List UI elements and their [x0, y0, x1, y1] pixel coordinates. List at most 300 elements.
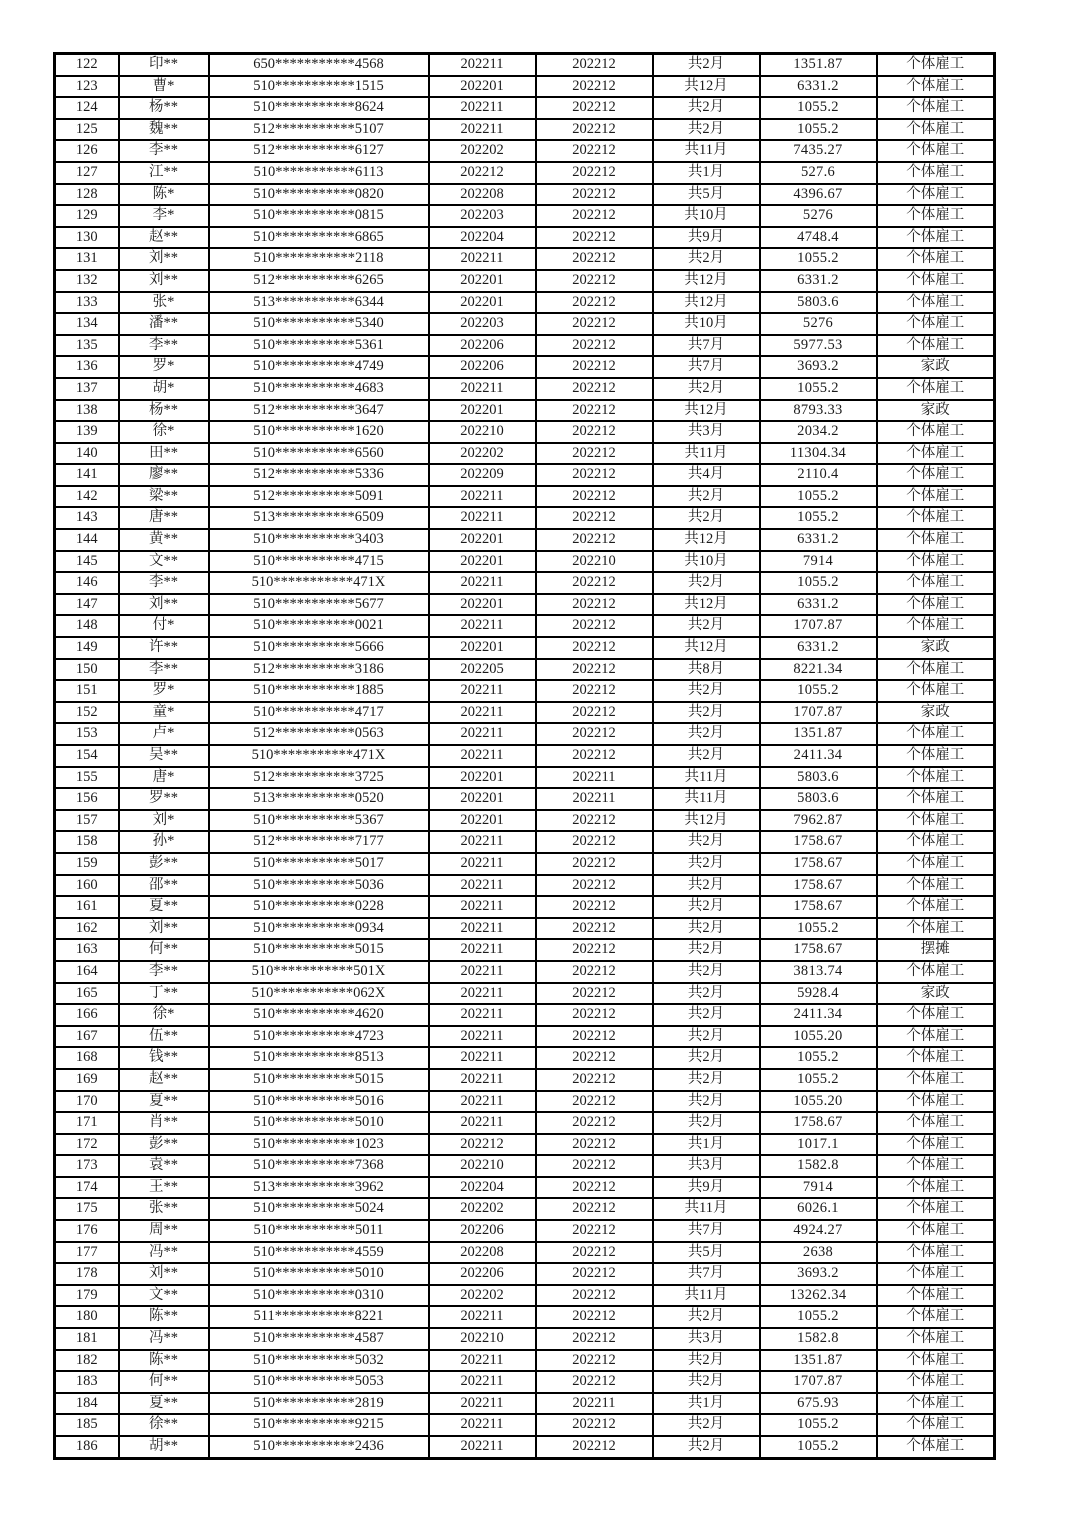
- cell-category: 个体雇工: [877, 97, 995, 119]
- cell-amount: 1055.20: [760, 1091, 877, 1113]
- cell-name: 田**: [119, 443, 209, 465]
- cell-duration: 共2月: [653, 507, 760, 529]
- cell-id_number: 510***********0228: [209, 896, 429, 918]
- cell-index: 144: [55, 529, 119, 551]
- cell-start_month: 202211: [429, 1414, 536, 1436]
- cell-index: 178: [55, 1263, 119, 1285]
- table-row: [55, 1004, 995, 1026]
- cell-index: 157: [55, 810, 119, 832]
- cell-category: 个体雇工: [877, 551, 995, 573]
- cell-name: 李**: [119, 961, 209, 983]
- cell-amount: 1758.67: [760, 853, 877, 875]
- cell-end_month: 202212: [536, 831, 653, 853]
- cell-start_month: 202211: [429, 723, 536, 745]
- table-row: [55, 54, 995, 76]
- cell-duration: 共11月: [653, 443, 760, 465]
- cell-name: 魏**: [119, 119, 209, 141]
- cell-amount: 1055.2: [760, 1047, 877, 1069]
- cell-end_month: 202212: [536, 1112, 653, 1134]
- cell-name: 罗*: [119, 680, 209, 702]
- cell-id_number: 510***********1023: [209, 1134, 429, 1156]
- cell-amount: 6331.2: [760, 76, 877, 98]
- cell-index: 150: [55, 659, 119, 681]
- cell-amount: 5803.6: [760, 788, 877, 810]
- cell-duration: 共11月: [653, 788, 760, 810]
- cell-category: 个体雇工: [877, 615, 995, 637]
- cell-index: 140: [55, 443, 119, 465]
- cell-amount: 1707.87: [760, 1371, 877, 1393]
- cell-name: 刘**: [119, 270, 209, 292]
- table-row: [55, 810, 995, 832]
- cell-duration: 共2月: [653, 702, 760, 724]
- cell-amount: 5276: [760, 313, 877, 335]
- cell-id_number: 510***********501X: [209, 961, 429, 983]
- cell-category: 家政: [877, 400, 995, 422]
- cell-index: 151: [55, 680, 119, 702]
- cell-id_number: 510***********5015: [209, 1069, 429, 1091]
- table-row: [55, 1414, 995, 1436]
- cell-category: 个体雇工: [877, 1004, 995, 1026]
- cell-start_month: 202211: [429, 896, 536, 918]
- cell-id_number: 510***********5015: [209, 939, 429, 961]
- cell-duration: 共12月: [653, 76, 760, 98]
- cell-duration: 共2月: [653, 1350, 760, 1372]
- cell-category: 个体雇工: [877, 1112, 995, 1134]
- cell-amount: 2110.4: [760, 464, 877, 486]
- cell-duration: 共11月: [653, 1198, 760, 1220]
- cell-end_month: 202212: [536, 270, 653, 292]
- cell-category: 个体雇工: [877, 680, 995, 702]
- cell-id_number: 510***********2118: [209, 248, 429, 270]
- cell-id_number: 510***********471X: [209, 572, 429, 594]
- cell-name: 杨**: [119, 400, 209, 422]
- cell-id_number: 510***********471X: [209, 745, 429, 767]
- cell-index: 153: [55, 723, 119, 745]
- cell-end_month: 202212: [536, 572, 653, 594]
- cell-name: 李**: [119, 659, 209, 681]
- cell-start_month: 202201: [429, 788, 536, 810]
- cell-end_month: 202212: [536, 205, 653, 227]
- cell-name: 陈*: [119, 184, 209, 206]
- cell-id_number: 510***********5340: [209, 313, 429, 335]
- cell-id_number: 513***********3962: [209, 1177, 429, 1199]
- cell-category: 个体雇工: [877, 1350, 995, 1372]
- cell-start_month: 202211: [429, 680, 536, 702]
- cell-end_month: 202211: [536, 1393, 653, 1415]
- cell-name: 罗**: [119, 788, 209, 810]
- cell-end_month: 202212: [536, 97, 653, 119]
- cell-amount: 5276: [760, 205, 877, 227]
- table-row: [55, 1371, 995, 1393]
- cell-name: 潘**: [119, 313, 209, 335]
- cell-id_number: 510***********6865: [209, 227, 429, 249]
- table-row: [55, 464, 995, 486]
- cell-start_month: 202211: [429, 1091, 536, 1113]
- cell-name: 陈**: [119, 1306, 209, 1328]
- cell-end_month: 202212: [536, 594, 653, 616]
- cell-amount: 5803.6: [760, 767, 877, 789]
- table-row: [55, 1393, 995, 1415]
- cell-end_month: 202212: [536, 875, 653, 897]
- cell-duration: 共2月: [653, 983, 760, 1005]
- cell-index: 162: [55, 918, 119, 940]
- cell-id_number: 512***********7177: [209, 831, 429, 853]
- cell-end_month: 202212: [536, 313, 653, 335]
- cell-category: 个体雇工: [877, 1393, 995, 1415]
- cell-name: 刘**: [119, 248, 209, 270]
- cell-name: 付*: [119, 615, 209, 637]
- cell-name: 李*: [119, 205, 209, 227]
- cell-duration: 共11月: [653, 140, 760, 162]
- cell-start_month: 202211: [429, 1350, 536, 1372]
- cell-start_month: 202211: [429, 1436, 536, 1458]
- cell-duration: 共2月: [653, 918, 760, 940]
- table-row: [55, 1350, 995, 1372]
- cell-end_month: 202212: [536, 119, 653, 141]
- cell-amount: 1707.87: [760, 702, 877, 724]
- cell-id_number: 510***********4717: [209, 702, 429, 724]
- cell-index: 173: [55, 1155, 119, 1177]
- cell-category: 个体雇工: [877, 1047, 995, 1069]
- cell-index: 125: [55, 119, 119, 141]
- cell-end_month: 202212: [536, 421, 653, 443]
- cell-start_month: 202210: [429, 421, 536, 443]
- cell-category: 个体雇工: [877, 464, 995, 486]
- table-row: [55, 788, 995, 810]
- cell-start_month: 202202: [429, 443, 536, 465]
- table-row: [55, 97, 995, 119]
- cell-start_month: 202211: [429, 853, 536, 875]
- cell-start_month: 202212: [429, 162, 536, 184]
- cell-duration: 共9月: [653, 1177, 760, 1199]
- cell-start_month: 202201: [429, 292, 536, 314]
- cell-category: 个体雇工: [877, 1155, 995, 1177]
- table-row: [55, 551, 995, 573]
- cell-category: 个体雇工: [877, 723, 995, 745]
- cell-end_month: 202212: [536, 507, 653, 529]
- table-row: [55, 1242, 995, 1264]
- cell-id_number: 510***********5677: [209, 594, 429, 616]
- cell-end_month: 202212: [536, 1371, 653, 1393]
- cell-category: 摆摊: [877, 939, 995, 961]
- table-row: [55, 831, 995, 853]
- cell-id_number: 510***********5024: [209, 1198, 429, 1220]
- cell-id_number: 510***********0815: [209, 205, 429, 227]
- cell-id_number: 510***********6113: [209, 162, 429, 184]
- cell-amount: 6331.2: [760, 594, 877, 616]
- cell-start_month: 202208: [429, 184, 536, 206]
- cell-index: 166: [55, 1004, 119, 1026]
- cell-index: 172: [55, 1134, 119, 1156]
- cell-amount: 1055.2: [760, 1306, 877, 1328]
- cell-id_number: 513***********0520: [209, 788, 429, 810]
- cell-id_number: 510***********7368: [209, 1155, 429, 1177]
- table-row: [55, 248, 995, 270]
- cell-start_month: 202204: [429, 227, 536, 249]
- cell-id_number: 510***********5036: [209, 875, 429, 897]
- cell-name: 陈**: [119, 1350, 209, 1372]
- cell-category: 个体雇工: [877, 1198, 995, 1220]
- table-row: [55, 486, 995, 508]
- cell-start_month: 202203: [429, 205, 536, 227]
- cell-end_month: 202212: [536, 1069, 653, 1091]
- cell-end_month: 202212: [536, 140, 653, 162]
- cell-index: 147: [55, 594, 119, 616]
- cell-start_month: 202209: [429, 464, 536, 486]
- cell-duration: 共2月: [653, 939, 760, 961]
- cell-id_number: 512***********6265: [209, 270, 429, 292]
- cell-name: 印**: [119, 54, 209, 76]
- cell-id_number: 510***********5010: [209, 1263, 429, 1285]
- cell-amount: 5928.4: [760, 983, 877, 1005]
- cell-start_month: 202201: [429, 594, 536, 616]
- cell-category: 个体雇工: [877, 810, 995, 832]
- cell-amount: 5803.6: [760, 292, 877, 314]
- cell-start_month: 202201: [429, 76, 536, 98]
- cell-start_month: 202211: [429, 378, 536, 400]
- cell-start_month: 202211: [429, 54, 536, 76]
- cell-id_number: 513***********6509: [209, 507, 429, 529]
- cell-duration: 共2月: [653, 1371, 760, 1393]
- table-row: [55, 702, 995, 724]
- cell-end_month: 202212: [536, 486, 653, 508]
- cell-amount: 1055.2: [760, 680, 877, 702]
- cell-amount: 1758.67: [760, 1112, 877, 1134]
- cell-name: 刘**: [119, 1263, 209, 1285]
- cell-duration: 共2月: [653, 1436, 760, 1458]
- cell-start_month: 202206: [429, 356, 536, 378]
- cell-index: 122: [55, 54, 119, 76]
- cell-name: 何**: [119, 1371, 209, 1393]
- cell-index: 174: [55, 1177, 119, 1199]
- cell-end_month: 202212: [536, 443, 653, 465]
- cell-category: 个体雇工: [877, 486, 995, 508]
- cell-amount: 4748.4: [760, 227, 877, 249]
- cell-index: 177: [55, 1242, 119, 1264]
- cell-duration: 共11月: [653, 767, 760, 789]
- cell-category: 家政: [877, 356, 995, 378]
- cell-amount: 2411.34: [760, 745, 877, 767]
- cell-amount: 7914: [760, 1177, 877, 1199]
- cell-name: 刘**: [119, 918, 209, 940]
- cell-index: 148: [55, 615, 119, 637]
- cell-category: 个体雇工: [877, 1263, 995, 1285]
- cell-name: 唐**: [119, 507, 209, 529]
- cell-end_month: 202212: [536, 745, 653, 767]
- cell-end_month: 202212: [536, 1155, 653, 1177]
- table-row: [55, 205, 995, 227]
- cell-start_month: 202211: [429, 1371, 536, 1393]
- table-row: [55, 1306, 995, 1328]
- cell-end_month: 202212: [536, 76, 653, 98]
- cell-index: 143: [55, 507, 119, 529]
- cell-amount: 1055.2: [760, 119, 877, 141]
- cell-start_month: 202211: [429, 572, 536, 594]
- cell-index: 176: [55, 1220, 119, 1242]
- cell-name: 胡**: [119, 1436, 209, 1458]
- cell-category: 个体雇工: [877, 745, 995, 767]
- cell-amount: 1055.2: [760, 378, 877, 400]
- cell-amount: 1707.87: [760, 615, 877, 637]
- cell-index: 146: [55, 572, 119, 594]
- cell-amount: 7914: [760, 551, 877, 573]
- table-row: [55, 140, 995, 162]
- cell-amount: 6331.2: [760, 529, 877, 551]
- cell-name: 赵**: [119, 1069, 209, 1091]
- cell-duration: 共7月: [653, 1263, 760, 1285]
- cell-amount: 4924.27: [760, 1220, 877, 1242]
- cell-end_month: 202212: [536, 248, 653, 270]
- cell-index: 154: [55, 745, 119, 767]
- cell-category: 个体雇工: [877, 1328, 995, 1350]
- table-row: [55, 421, 995, 443]
- cell-category: 个体雇工: [877, 572, 995, 594]
- cell-category: 个体雇工: [877, 1091, 995, 1113]
- cell-duration: 共10月: [653, 205, 760, 227]
- table-row: [55, 162, 995, 184]
- cell-index: 133: [55, 292, 119, 314]
- cell-amount: 1758.67: [760, 896, 877, 918]
- cell-duration: 共12月: [653, 400, 760, 422]
- cell-duration: 共3月: [653, 421, 760, 443]
- cell-id_number: 510***********4683: [209, 378, 429, 400]
- cell-name: 卢*: [119, 723, 209, 745]
- cell-start_month: 202204: [429, 1177, 536, 1199]
- cell-name: 丁**: [119, 983, 209, 1005]
- cell-index: 182: [55, 1350, 119, 1372]
- cell-duration: 共2月: [653, 572, 760, 594]
- cell-end_month: 202212: [536, 983, 653, 1005]
- cell-index: 169: [55, 1069, 119, 1091]
- cell-duration: 共2月: [653, 248, 760, 270]
- cell-start_month: 202211: [429, 875, 536, 897]
- cell-duration: 共2月: [653, 1004, 760, 1026]
- cell-name: 童*: [119, 702, 209, 724]
- cell-name: 李**: [119, 572, 209, 594]
- cell-duration: 共12月: [653, 637, 760, 659]
- cell-name: 王**: [119, 1177, 209, 1199]
- table-row: [55, 1177, 995, 1199]
- cell-id_number: 512***********3725: [209, 767, 429, 789]
- cell-end_month: 202212: [536, 1004, 653, 1026]
- cell-index: 186: [55, 1436, 119, 1458]
- table-row: [55, 983, 995, 1005]
- cell-index: 170: [55, 1091, 119, 1113]
- cell-end_month: 202212: [536, 961, 653, 983]
- cell-index: 156: [55, 788, 119, 810]
- table-row: [55, 723, 995, 745]
- cell-name: 伍**: [119, 1026, 209, 1048]
- cell-end_month: 202212: [536, 464, 653, 486]
- cell-duration: 共1月: [653, 162, 760, 184]
- cell-duration: 共12月: [653, 594, 760, 616]
- cell-end_month: 202212: [536, 1414, 653, 1436]
- cell-duration: 共12月: [653, 292, 760, 314]
- cell-name: 罗*: [119, 356, 209, 378]
- cell-id_number: 510***********0820: [209, 184, 429, 206]
- cell-duration: 共7月: [653, 356, 760, 378]
- cell-category: 个体雇工: [877, 1414, 995, 1436]
- cell-amount: 1351.87: [760, 1350, 877, 1372]
- cell-name: 梁**: [119, 486, 209, 508]
- cell-end_month: 202212: [536, 378, 653, 400]
- cell-index: 155: [55, 767, 119, 789]
- cell-name: 吴**: [119, 745, 209, 767]
- cell-name: 夏**: [119, 1393, 209, 1415]
- cell-id_number: 512***********6127: [209, 140, 429, 162]
- cell-duration: 共3月: [653, 1328, 760, 1350]
- cell-duration: 共4月: [653, 464, 760, 486]
- cell-end_month: 202212: [536, 659, 653, 681]
- cell-id_number: 510***********2436: [209, 1436, 429, 1458]
- cell-name: 刘*: [119, 810, 209, 832]
- cell-category: 个体雇工: [877, 270, 995, 292]
- cell-category: 个体雇工: [877, 313, 995, 335]
- cell-index: 124: [55, 97, 119, 119]
- cell-id_number: 512***********5107: [209, 119, 429, 141]
- cell-end_month: 202212: [536, 896, 653, 918]
- cell-index: 179: [55, 1285, 119, 1307]
- cell-amount: 6331.2: [760, 637, 877, 659]
- cell-duration: 共2月: [653, 1306, 760, 1328]
- table-row: [55, 615, 995, 637]
- cell-start_month: 202206: [429, 1220, 536, 1242]
- cell-duration: 共10月: [653, 551, 760, 573]
- cell-duration: 共2月: [653, 831, 760, 853]
- cell-amount: 11304.34: [760, 443, 877, 465]
- cell-id_number: 510***********6560: [209, 443, 429, 465]
- cell-end_month: 202212: [536, 162, 653, 184]
- cell-start_month: 202201: [429, 810, 536, 832]
- cell-start_month: 202201: [429, 767, 536, 789]
- cell-name: 周**: [119, 1220, 209, 1242]
- table-row: [55, 1263, 995, 1285]
- cell-end_month: 202212: [536, 723, 653, 745]
- cell-index: 165: [55, 983, 119, 1005]
- table-row: [55, 529, 995, 551]
- cell-amount: 5977.53: [760, 335, 877, 357]
- cell-category: 个体雇工: [877, 594, 995, 616]
- cell-id_number: 510***********5666: [209, 637, 429, 659]
- cell-id_number: 510***********4723: [209, 1026, 429, 1048]
- cell-category: 个体雇工: [877, 853, 995, 875]
- cell-start_month: 202202: [429, 1285, 536, 1307]
- cell-index: 126: [55, 140, 119, 162]
- cell-start_month: 202211: [429, 97, 536, 119]
- cell-id_number: 510***********5053: [209, 1371, 429, 1393]
- cell-end_month: 202210: [536, 551, 653, 573]
- cell-start_month: 202211: [429, 939, 536, 961]
- cell-end_month: 202212: [536, 810, 653, 832]
- cell-end_month: 202212: [536, 400, 653, 422]
- cell-category: 个体雇工: [877, 1436, 995, 1458]
- cell-duration: 共1月: [653, 1393, 760, 1415]
- cell-category: 个体雇工: [877, 918, 995, 940]
- cell-start_month: 202201: [429, 637, 536, 659]
- cell-name: 江**: [119, 162, 209, 184]
- cell-end_month: 202212: [536, 1285, 653, 1307]
- cell-end_month: 202212: [536, 615, 653, 637]
- cell-end_month: 202212: [536, 1306, 653, 1328]
- cell-start_month: 202201: [429, 270, 536, 292]
- cell-amount: 6331.2: [760, 270, 877, 292]
- cell-amount: 2411.34: [760, 1004, 877, 1026]
- cell-name: 夏**: [119, 896, 209, 918]
- cell-end_month: 202212: [536, 1134, 653, 1156]
- cell-start_month: 202211: [429, 1026, 536, 1048]
- table-row: [55, 1026, 995, 1048]
- cell-index: 152: [55, 702, 119, 724]
